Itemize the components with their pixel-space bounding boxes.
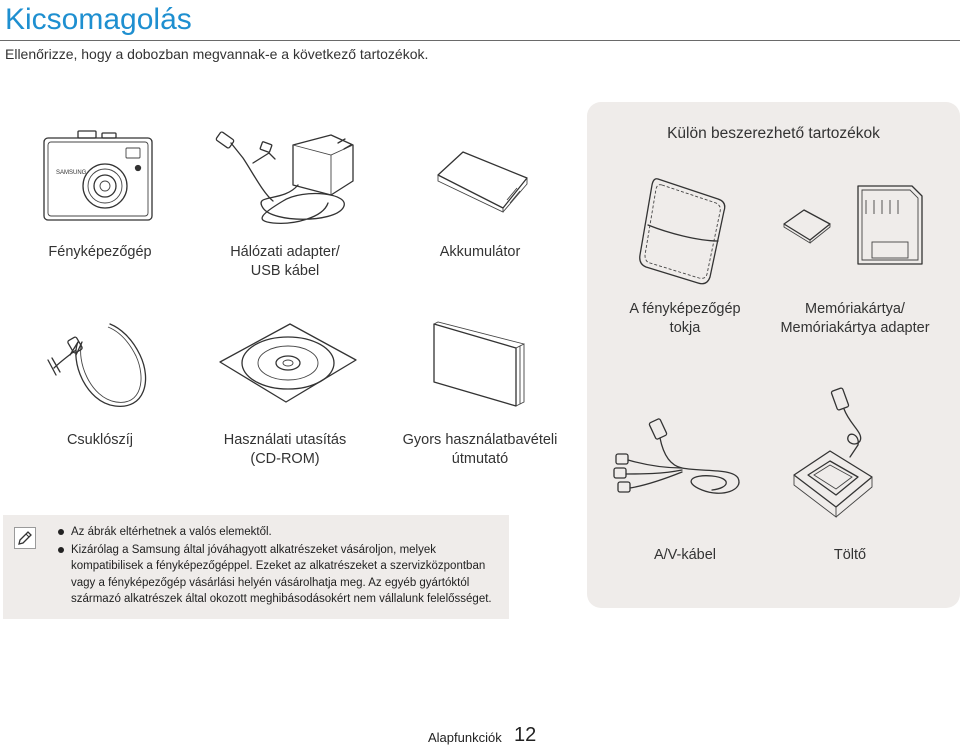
quick-start-manual-illustration [430, 320, 530, 410]
caption-wrist-strap: Csuklószíj [66, 432, 134, 448]
caption-memory-card [770, 300, 940, 338]
caption-av-cable: A/V-kábel [653, 547, 717, 563]
caption-memory-card-line2: Memóriakártya adapter [780, 320, 930, 336]
title-divider [0, 40, 960, 41]
note-text: Kizárólag a Samsung által jóváhagyott alkatrészeket vásároljon, melyek kompatibilisek a fényképezőgéppel. Ezeket az alkatrészeket a szervizközpontban vagy a fényképezőgép vásárlási helyén vásárolhatja meg. Az egyéb gyártóktól származó alkatrészek által okozott meghibásodásokért nem vállalunk felelősséget. [71, 543, 492, 605]
caption-ac-adapter-line1: Hálózati adapter/ [230, 244, 340, 260]
battery-illustration [435, 150, 530, 212]
caption-ac-adapter-line2: USB kábel [250, 263, 320, 279]
caption-cd-rom-line1: Használati utasítás [223, 432, 347, 448]
footer-section-label: Alapfunkciók [428, 730, 502, 745]
caption-camera-case [605, 300, 765, 338]
caption-camera: Fényképezőgép [48, 244, 152, 260]
note-list [57, 524, 502, 609]
note-text: Az ábrák eltérhetnek a valós elemektől. [71, 526, 272, 538]
camera-case-illustration [638, 175, 733, 287]
caption-cd-rom-line2: (CD-ROM) [250, 451, 320, 467]
caption-memory-card-line1: Memóriakártya/ [805, 301, 905, 317]
bullet [58, 529, 64, 535]
camera-illustration [42, 128, 157, 223]
bullet [58, 547, 64, 553]
caption-quick-start-manual [385, 431, 575, 469]
av-cable-illustration [612, 418, 752, 506]
caption-charger: Töltő [833, 547, 867, 563]
note-item [57, 524, 502, 541]
caption-quick-start-line2: útmutató [451, 451, 509, 467]
note-pencil-icon [14, 527, 36, 549]
caption-quick-start-line1: Gyors használatbavételi [402, 432, 558, 448]
note-item [57, 542, 502, 608]
page-title: Kicsomagolás [5, 3, 192, 36]
wrist-strap-illustration [40, 320, 155, 410]
camera-brand-text: SAMSUNG [56, 170, 87, 176]
footer-page-number: 12 [514, 724, 537, 746]
caption-camera-case-line2: tokja [669, 320, 701, 336]
ac-adapter-usb-cable-illustration [213, 133, 363, 228]
cd-rom-illustration [218, 322, 358, 404]
memory-card-illustration [782, 180, 932, 270]
caption-battery: Akkumulátor [439, 244, 521, 260]
caption-camera-case-line1: A fényképezőgép [629, 301, 741, 317]
caption-cd-rom [205, 431, 365, 469]
page-subtitle: Ellenőrizze, hogy a dobozban megvannak-e a következő tartozékok. [5, 46, 429, 62]
caption-ac-adapter-usb [205, 243, 365, 281]
charger-illustration [790, 385, 875, 520]
optional-accessories-title: Külön beszerezhető tartozékok [667, 125, 880, 142]
